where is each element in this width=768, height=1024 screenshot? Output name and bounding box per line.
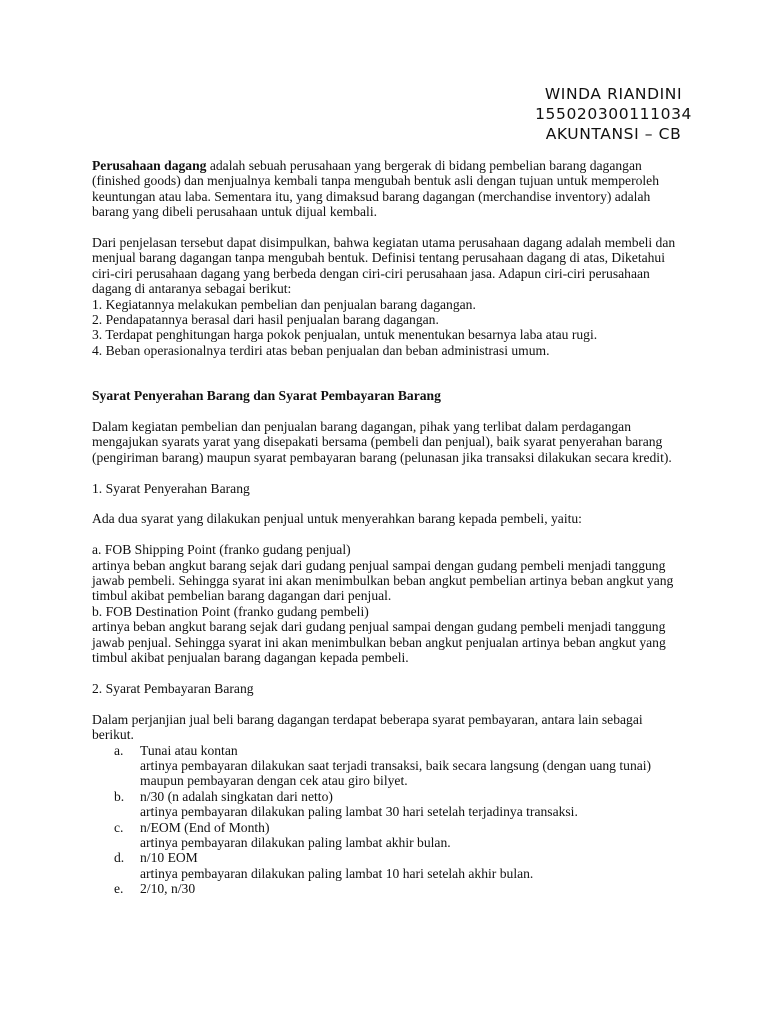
study-program: AKUNTANSI – CB xyxy=(545,125,682,143)
payment-term-title: Tunai atau kontan xyxy=(140,742,238,758)
fob-shipping-text: artinya beban angkut barang sejak dari gudang penjual sampai dengan gudang pembeli menjadi tanggung jawab pembeli. Sehingga syarat ini akan menimbulkan beban angkut pembelian artinya beban angkut yang timbul akibat pembelian barang dagangan dari penjual. xyxy=(92,557,674,604)
payment-term-item xyxy=(92,743,686,789)
payment-terms-list xyxy=(92,743,686,897)
payment-term-item xyxy=(92,850,686,881)
payment-title: 2. Syarat Pembayaran Barang xyxy=(92,680,254,696)
intro-paragraph xyxy=(92,158,686,220)
characteristic-item: 2. Pendapatannya berasal dari hasil penjualan barang dagangan. xyxy=(92,312,439,328)
payment-term-text: artinya pembayaran dilakukan paling lambat 30 hari setelah terjadinya transaksi. xyxy=(140,804,578,820)
payment-term-title: 2/10, n/30 xyxy=(140,881,196,897)
conclusion-paragraph: Dari penjelasan tersebut dapat disimpulkan, bahwa kegiatan utama perusahaan dagang adalah membeli dan menjual barang dagangan tanpa mengubah bentuk. Definisi tentang perusahaan dagang di atas, Diketahui ciri-ciri perusahaan dagang yang berbeda dengan ciri-ciri perusahaan jasa. Adapun ciri-ciri perusahaan dagang di antaranya sebagai berikut: xyxy=(92,235,676,297)
delivery-lead: Ada dua syarat yang dilakukan penjual untuk menyerahkan barang kepada pembeli, yaitu: xyxy=(92,511,582,527)
payment-lead: Dalam perjanjian jual beli barang dagangan terdapat beberapa syarat pembayaran, antara lain sebagai berikut. xyxy=(92,711,643,743)
fob-destination-text: artinya beban angkut barang sejak dari gudang penjual sampai dengan gudang pembeli menjadi tanggung jawab penjual. Sehingga syarat ini akan menimbulkan beban angkut penjualan artinya beban angkut yang timbul akibat penjualan barang dagangan kepada pembeli. xyxy=(92,619,666,666)
payment-term-label: b. xyxy=(114,788,125,804)
payment-term-label: d. xyxy=(114,850,125,866)
author-name: WINDA RIANDINI xyxy=(544,85,683,103)
characteristic-item: 1. Kegiatannya melakukan pembelian dan penjualan barang dagangan. xyxy=(92,296,476,312)
section-heading: Syarat Penyerahan Barang dan Syarat Pembayaran Barang xyxy=(92,388,441,404)
characteristic-item: 3. Terdapat penghitungan harga pokok penjualan, untuk menentukan besarnya laba atau rugi. xyxy=(92,327,598,343)
payment-term-text: artinya pembayaran dilakukan paling lambat 10 hari setelah akhir bulan. xyxy=(140,865,534,881)
fob-destination-title: b. FOB Destination Point (franko gudang pembeli) xyxy=(92,603,369,619)
payment-term-title: n/30 (n adalah singkatan dari netto) xyxy=(140,788,333,804)
payment-term-item xyxy=(92,820,686,851)
fob-shipping-title: a. FOB Shipping Point (franko gudang penjual) xyxy=(92,542,351,558)
payment-term-item xyxy=(92,881,686,896)
payment-term-label: e. xyxy=(114,881,124,897)
intro-definition: adalah sebuah perusahaan yang bergerak di bidang pembelian barang dagangan (finished goods) dan menjualnya kembali tanpa mengubah bentuk asli dengan tujuan untuk memperoleh keuntungan atau laba. Sementara itu, yang dimaksud barang dagangan (merchandise inventory) adalah barang yang dibeli perusahaan untuk dijual kembali. xyxy=(92,158,660,220)
intro-term: Perusahaan dagang xyxy=(92,158,207,173)
author-header xyxy=(535,84,692,144)
payment-term-title: n/10 EOM xyxy=(140,850,198,866)
characteristic-item: 4. Beban operasionalnya terdiri atas beban penjualan dan beban administrasi umum. xyxy=(92,342,550,358)
payment-term-item xyxy=(92,789,686,820)
payment-term-text: artinya pembayaran dilakukan saat terjadi transaksi, baik secara langsung (dengan uang tunai) maupun pembayaran dengan cek atau giro bilyet. xyxy=(140,757,652,789)
payment-term-label: a. xyxy=(114,742,124,758)
payment-term-title: n/EOM (End of Month) xyxy=(140,819,270,835)
document-body xyxy=(92,158,686,897)
payment-term-label: c. xyxy=(114,819,124,835)
delivery-title: 1. Syarat Penyerahan Barang xyxy=(92,480,250,496)
section-lead: Dalam kegiatan pembelian dan penjualan barang dagangan, pihak yang terlibat dalam perdagangan mengajukan syarats yarat yang disepakati bersama (pembeli dan penjual), baik syarat penyerahan barang (pengiriman barang) maupun syarat pembayaran barang (pelunasan jika transaksi dilakukan secara kredit). xyxy=(92,419,672,465)
student-id: 155020300111034 xyxy=(535,105,692,123)
payment-term-text: artinya pembayaran dilakukan paling lambat akhir bulan. xyxy=(140,834,451,850)
